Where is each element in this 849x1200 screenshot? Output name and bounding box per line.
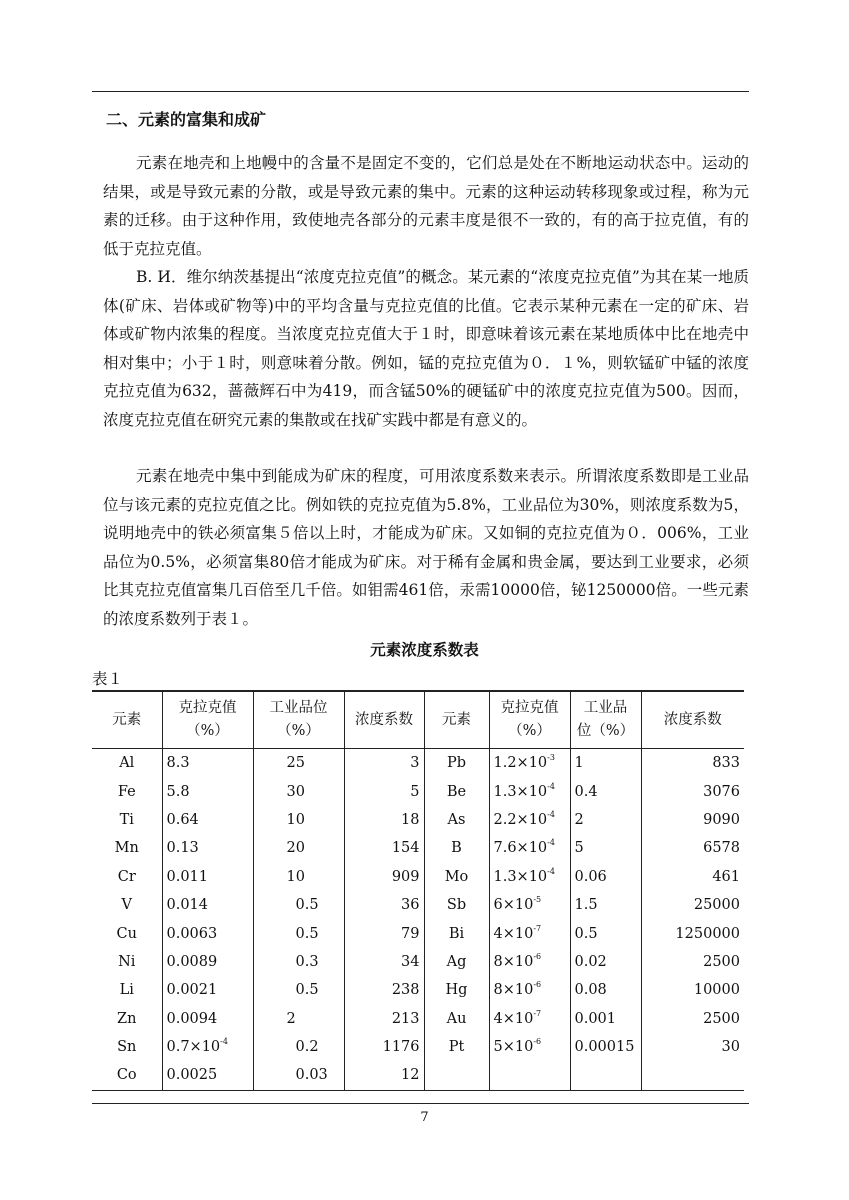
grade-cell: 5 — [570, 834, 641, 862]
element-cell: Co — [92, 1061, 162, 1090]
clarke-exponent: -5 — [533, 895, 542, 905]
factor-cell: 3 — [344, 749, 424, 778]
factor-cell: 909 — [344, 863, 424, 891]
element-cell: Hg — [424, 976, 489, 1004]
clarke-cell — [489, 976, 570, 1004]
clarke-cell: 0.0025 — [162, 1061, 253, 1090]
grade-cell: 0.5 — [570, 919, 641, 947]
clarke-mantissa: 4×10 — [493, 925, 534, 942]
clarke-cell: 5.8 — [162, 777, 253, 805]
factor-cell: 1176 — [344, 1033, 424, 1061]
element-cell: B — [424, 834, 489, 862]
clarke-mantissa: 2.2×10 — [493, 811, 548, 828]
grade-cell: 0.5 — [253, 976, 344, 1004]
grade-cell: 0.00015 — [570, 1033, 641, 1061]
table-row — [92, 834, 744, 862]
element-cell: Sn — [117, 1039, 137, 1056]
table-body — [92, 749, 744, 1091]
element-cell: Ni — [118, 953, 136, 970]
clarke-mantissa: 7.6×10 — [493, 840, 548, 857]
table-row — [92, 863, 744, 891]
grade-cell: 0.3 — [253, 948, 344, 976]
empty-cell — [424, 1061, 489, 1090]
clarke-mantissa: 1.3×10 — [493, 783, 548, 800]
clarke-cell: 0.0094 — [162, 1005, 253, 1033]
grade-cell: 25 — [253, 749, 344, 778]
element-cell: Al — [119, 755, 135, 772]
grade-cell: 0.5 — [253, 919, 344, 947]
grade-cell: 10 — [253, 806, 344, 834]
clarke-cell: 0.0063 — [162, 919, 253, 947]
header-factor-2: 浓度系数 — [641, 691, 744, 749]
grade-cell: 30 — [253, 777, 344, 805]
grade-cell: 0.02 — [570, 948, 641, 976]
table-row — [92, 749, 744, 778]
clarke-cell — [489, 919, 570, 947]
element-cell: Be — [424, 777, 489, 805]
factor-cell: 461 — [641, 863, 744, 891]
clarke-mantissa: 6×10 — [493, 897, 534, 914]
factor-cell: 213 — [344, 1005, 424, 1033]
grade-cell: 0.03 — [253, 1061, 344, 1090]
clarke-exponent: -4 — [220, 1037, 228, 1047]
clarke-mantissa: 4×10 — [493, 1010, 534, 1027]
grade-cell: 0.4 — [570, 777, 641, 805]
table-row — [92, 948, 744, 976]
clarke-mantissa: 1.2×10 — [493, 755, 548, 772]
element-cell: Cr — [117, 868, 136, 885]
element-cell: Zn — [117, 1010, 137, 1027]
clarke-cell: 0.0089 — [162, 948, 253, 976]
header-clarke: 克拉克值 （%） — [162, 691, 253, 749]
element-cell: Ag — [424, 948, 489, 976]
grade-cell: 2 — [570, 806, 641, 834]
clarke-cell — [489, 777, 570, 805]
factor-cell: 79 — [344, 919, 424, 947]
clarke-cell — [489, 948, 570, 976]
clarke-mantissa: 0.7×10 — [166, 1039, 221, 1056]
factor-cell: 18 — [344, 806, 424, 834]
factor-cell: 36 — [344, 891, 424, 919]
clarke-exponent: -4 — [547, 866, 555, 876]
factor-cell: 10000 — [641, 976, 744, 1004]
element-cell: Mo — [424, 863, 489, 891]
table-row — [92, 891, 744, 919]
factor-cell: 30 — [641, 1033, 744, 1061]
clarke-mantissa: 8×10 — [493, 982, 534, 999]
element-cell: Pt — [424, 1033, 489, 1061]
element-cell: V — [121, 897, 132, 914]
empty-cell — [570, 1061, 641, 1090]
factor-cell: 238 — [344, 976, 424, 1004]
clarke-cell — [489, 863, 570, 891]
table-header-row — [92, 691, 744, 749]
clarke-cell — [162, 1033, 253, 1061]
grade-cell: 10 — [253, 863, 344, 891]
table-label: 表１ — [92, 670, 124, 688]
clarke-exponent: -4 — [547, 781, 555, 791]
factor-cell: 833 — [641, 749, 744, 778]
factor-cell: 34 — [344, 948, 424, 976]
element-cell: Bi — [424, 919, 489, 947]
clarke-cell — [489, 806, 570, 834]
footer-rule — [92, 1103, 749, 1104]
header-grade-2: 工业品 位（%） — [570, 691, 641, 749]
factor-cell: 12 — [344, 1061, 424, 1090]
grade-cell: 20 — [253, 834, 344, 862]
clarke-exponent: -6 — [533, 980, 542, 990]
clarke-mantissa: 8×10 — [493, 953, 534, 970]
clarke-exponent: -7 — [533, 1008, 542, 1018]
header-factor: 浓度系数 — [344, 691, 424, 749]
factor-cell: 25000 — [641, 891, 744, 919]
paragraph-2: В. И．维尔纳茨基提出“浓度克拉克值”的概念。某元素的“浓度克拉克值”为其在某一地质体(矿床、岩体或矿物等)中的平均含量与克拉克值的比值。它表示某种元素在一定的矿床、岩体或矿物内浓集的程度。当浓度克拉克值大于１时，即意味着该元素在某地质体中比在地壳中相对集中；小于１时，则意味着分散。例如，锰的克拉克值为０．１%，则软锰矿中锰的浓度克拉克值为632，蔷薇辉石中为419，而含锰50%的硬锰矿中的浓度克拉克值为500。因而，浓度克拉克值在研究元素的集散或在找矿实践中都是有意义的。 — [103, 268, 749, 429]
clarke-exponent: -6 — [533, 951, 542, 961]
clarke-exponent: -6 — [533, 1037, 542, 1047]
header-clarke-2: 克拉克值 （%） — [489, 691, 570, 749]
grade-cell: 0.2 — [253, 1033, 344, 1061]
clarke-cell: 0.13 — [162, 834, 253, 862]
clarke-exponent: -3 — [547, 753, 555, 763]
clarke-exponent: -4 — [547, 838, 555, 848]
clarke-cell: 0.64 — [162, 806, 253, 834]
clarke-cell — [489, 1005, 570, 1033]
paragraph-3: 元素在地壳中集中到能成为矿床的程度，可用浓度系数来表示。所谓浓度系数即是工业品位与该元素的克拉克值之比。例如铁的克拉克值为5.8%，工业品位为30%，则浓度系数为5，说明地壳中的铁必须富集５倍以上时，才能成为矿床。又如铜的克拉克值为０．006%，工业品位为0.5%，必须富集80倍才能成为矿床。对于稀有金属和贵金属，要达到工业要求，必须比其克拉克值富集几百倍至几千倍。如钼需461倍，汞需10000倍，铋1250000倍。一些元素的浓度系数列于表１。 — [103, 467, 749, 628]
table-row — [92, 806, 744, 834]
header-rule — [92, 91, 749, 92]
clarke-cell — [489, 749, 570, 778]
concentration-table — [92, 690, 744, 1091]
factor-cell: 6578 — [641, 834, 744, 862]
element-cell: Li — [119, 982, 134, 999]
grade-cell: 0.08 — [570, 976, 641, 1004]
table-row — [92, 976, 744, 1004]
clarke-cell — [489, 891, 570, 919]
grade-cell: 0.5 — [253, 891, 344, 919]
factor-cell: 5 — [344, 777, 424, 805]
clarke-cell: 0.014 — [162, 891, 253, 919]
element-cell: Ti — [119, 811, 134, 828]
table-row — [92, 1061, 744, 1090]
element-cell: Cu — [116, 925, 137, 942]
clarke-mantissa: 1.3×10 — [493, 868, 548, 885]
clarke-cell — [489, 1033, 570, 1061]
grade-cell: 0.001 — [570, 1005, 641, 1033]
factor-cell: 9090 — [641, 806, 744, 834]
clarke-cell: 0.011 — [162, 863, 253, 891]
grade-cell: 2 — [253, 1005, 344, 1033]
clarke-mantissa: 5×10 — [493, 1039, 534, 1056]
clarke-exponent: -7 — [533, 923, 542, 933]
element-cell: Fe — [117, 783, 136, 800]
header-element-2: 元素 — [424, 691, 489, 749]
factor-cell: 154 — [344, 834, 424, 862]
table-row — [92, 777, 744, 805]
clarke-cell — [489, 834, 570, 862]
header-element: 元素 — [92, 691, 162, 749]
element-cell: Mn — [114, 840, 139, 857]
header-grade: 工业品位 （%） — [253, 691, 344, 749]
section-heading: 二、元素的富集和成矿 — [106, 110, 267, 129]
element-cell: As — [424, 806, 489, 834]
table-row — [92, 919, 744, 947]
element-cell: Au — [424, 1005, 489, 1033]
table-title: 元素浓度系数表 — [370, 641, 479, 659]
grade-cell: 1.5 — [570, 891, 641, 919]
factor-cell: 3076 — [641, 777, 744, 805]
table-row — [92, 1005, 744, 1033]
table-row — [92, 1033, 744, 1061]
clarke-exponent: -4 — [547, 809, 555, 819]
page-number: 7 — [420, 1110, 429, 1125]
grade-cell: 1 — [570, 749, 641, 778]
clarke-cell: 8.3 — [162, 749, 253, 778]
empty-cell — [641, 1061, 744, 1090]
factor-cell: 2500 — [641, 948, 744, 976]
element-cell: Pb — [424, 749, 489, 778]
factor-cell: 1250000 — [641, 919, 744, 947]
factor-cell: 2500 — [641, 1005, 744, 1033]
clarke-cell: 0.0021 — [162, 976, 253, 1004]
grade-cell: 0.06 — [570, 863, 641, 891]
element-cell: Sb — [424, 891, 489, 919]
empty-cell — [489, 1061, 570, 1090]
paragraph-1: 元素在地壳和上地幔中的含量不是固定不变的，它们总是处在不断地运动状态中。运动的结果，或是导致元素的分散，或是导致元素的集中。元素的这种运动转移现象或过程，称为元素的迁移。由于这种作用，致使地壳各部分的元素丰度是很不一致的，有的高于拉克值，有的低于克拉克值。 — [103, 154, 749, 258]
